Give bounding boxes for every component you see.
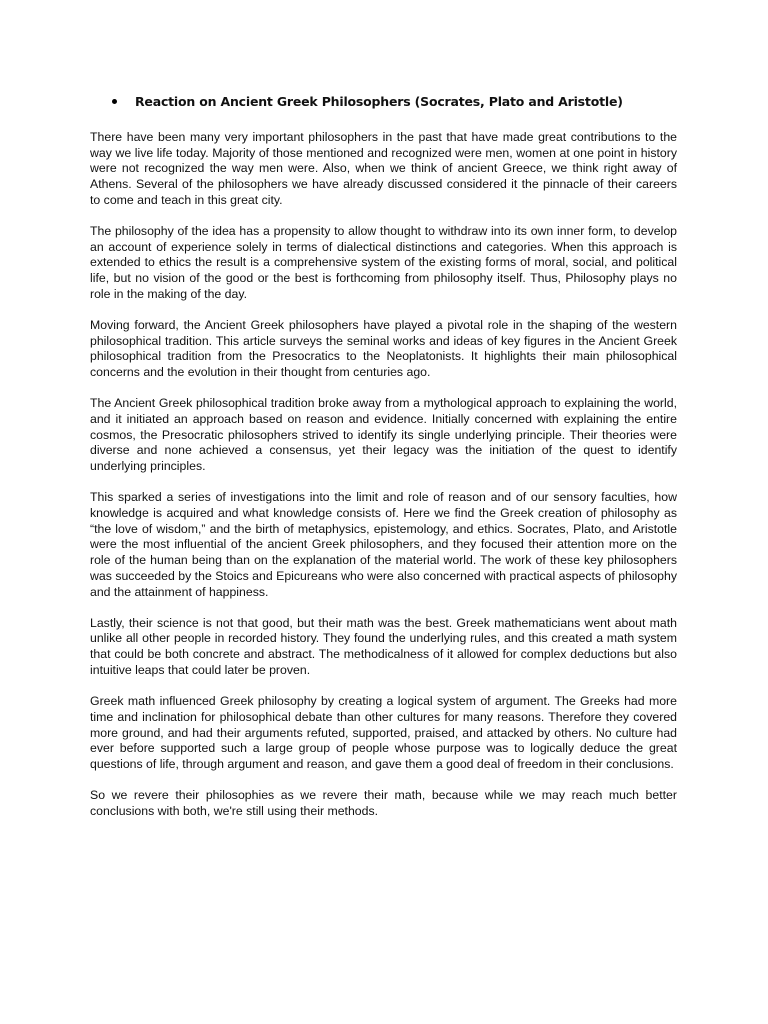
document-page [90, 94, 677, 835]
bullet-icon [112, 99, 117, 104]
heading-title: Reaction on Ancient Greek Philosophers (Socrates, Plato and Aristotle) [135, 94, 623, 109]
paragraph-2: The philosophy of the idea has a propensity to allow thought to withdraw into its own inner form, to develop an account of experience solely in terms of dialectical distinctions and categories. When this approach is extended to ethics the result is a comprehensive system of the existing forms of moral, social, and political life, but no vision of the good or the best is forthcoming from philosophy itself. Thus, Philosophy plays no role in the making of the day. [90, 224, 677, 301]
paragraph-7: Greek math influenced Greek philosophy by creating a logical system of argument. The Greeks had more time and inclination for philosophical debate than other cultures for many reasons. Therefore they covered more ground, and had their arguments refuted, supported, praised, and attacked by others. No culture had ever before supported such a large group of people whose purpose was to logically deduce the great questions of life, through argument and reason, and gave them a good deal of freedom in their conclusions. [90, 694, 677, 771]
paragraph-5: This sparked a series of investigations into the limit and role of reason and of our sensory faculties, how knowledge is acquired and what knowledge consists of. Here we find the Greek creation of philosophy as “the love of wisdom,” and the birth of metaphysics, epistemology, and ethics. Socrates, Plato, and Aristotle were the most influential of the ancient Greek philosophers, and they focused their attention more on the role of the human being than on the explanation of the material world. The work of these key philosophers was succeeded by the Stoics and Epicureans who were also concerned with practical aspects of philosophy and the attainment of happiness. [90, 490, 677, 599]
paragraph-6: Lastly, their science is not that good, but their math was the best. Greek mathematicians went about math unlike all other people in recorded history. They found the underlying rules, and this created a math system that could be both concrete and abstract. The methodicalness of it allowed for complex deductions but also intuitive leaps that could later be proven. [90, 615, 677, 677]
paragraph-1: There have been many very important philosophers in the past that have made great contributions to the way we live life today. Majority of those mentioned and recognized were men, women at one point in history were not recognized the way men were. Also, when we think of ancient Greece, we think right away of Athens. Several of the philosophers we have already discussed considered it the pinnacle of their careers to come and teach in this great city. [90, 130, 677, 207]
document-heading [112, 94, 677, 109]
paragraph-8: So we revere their philosophies as we revere their math, because while we may reach much better conclusions with both, we're still using their methods. [90, 788, 677, 818]
paragraph-3: Moving forward, the Ancient Greek philosophers have played a pivotal role in the shaping of the western philosophical tradition. This article surveys the seminal works and ideas of key figures in the Ancient Greek philosophical tradition from the Presocratics to the Neoplatonists. It highlights their main philosophical concerns and the evolution in their thought from centuries ago. [90, 318, 677, 380]
paragraph-4: The Ancient Greek philosophical tradition broke away from a mythological approach to explaining the world, and it initiated an approach based on reason and evidence. Initially concerned with explaining the entire cosmos, the Presocratic philosophers strived to identify its single underlying principle. Their theories were diverse and none achieved a consensus, yet their legacy was the initiation of the quest to identify underlying principles. [90, 396, 677, 474]
